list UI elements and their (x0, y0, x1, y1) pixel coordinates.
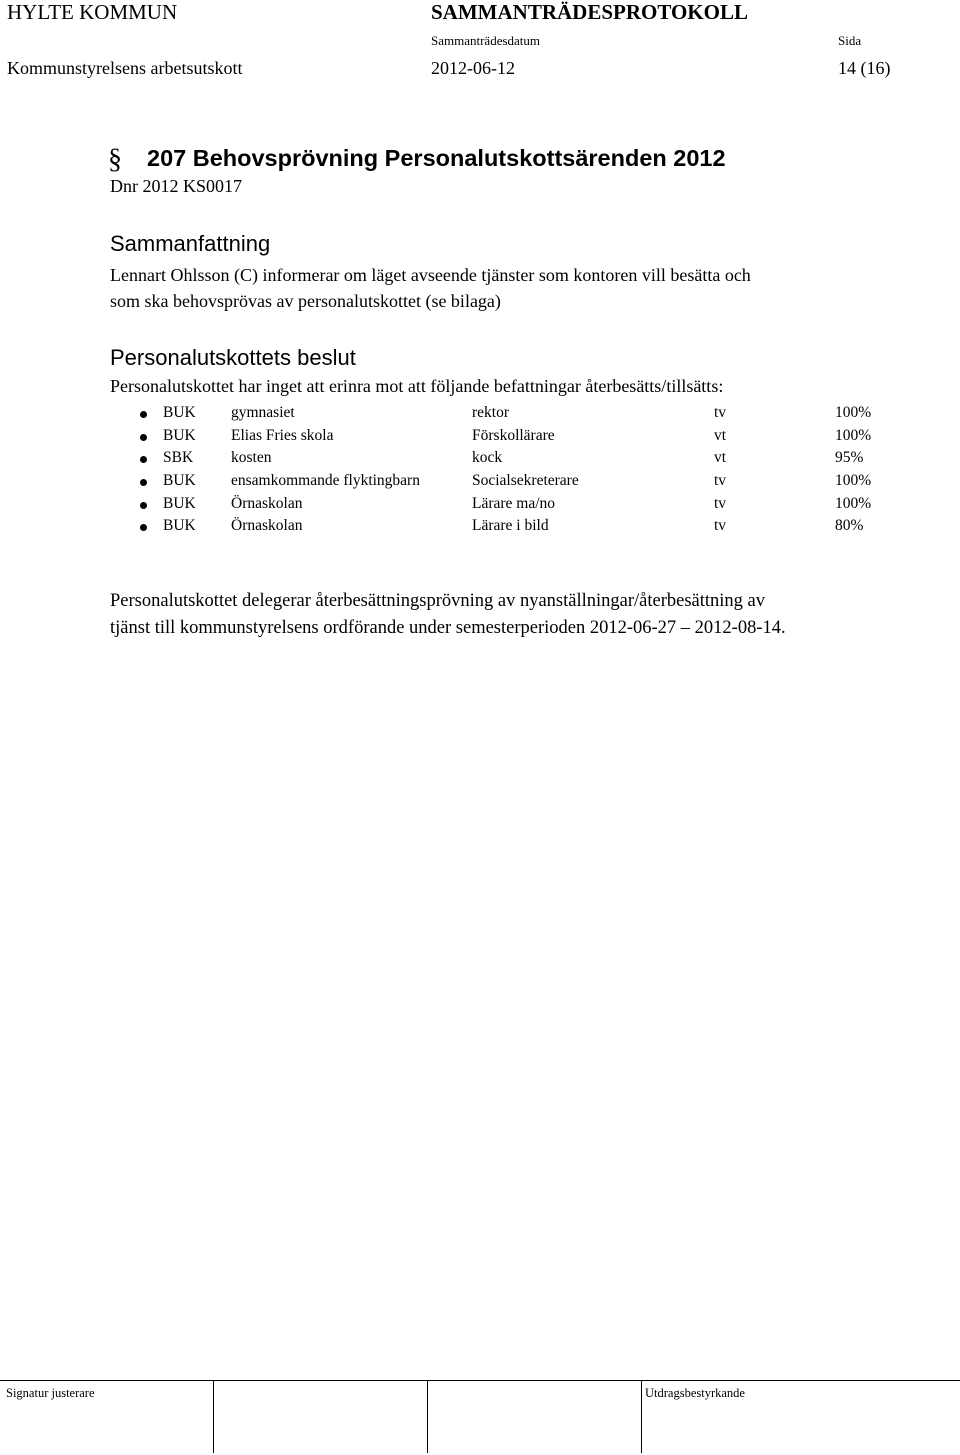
delegation-text-line: Personalutskottet delegerar återbesättningsprövning av nyanställningar/återbesättning av (110, 591, 766, 611)
position-percent: 100% (835, 494, 872, 512)
footer-divider (213, 1381, 214, 1453)
list-item (0, 495, 960, 518)
document-type: SAMMANTRÄDESPROTOKOLL (431, 0, 748, 24)
position-org: BUK (163, 494, 196, 512)
list-item (0, 404, 960, 427)
footer-divider (641, 1381, 642, 1453)
position-type: tv (714, 517, 727, 535)
committee-name: Kommunstyrelsens arbetsutskott (7, 58, 243, 78)
position-role: rektor (472, 404, 510, 421)
bullet-icon (140, 502, 147, 509)
date-label: Sammanträdesdatum (431, 33, 541, 48)
position-type: tv (714, 404, 727, 421)
positions-list (0, 404, 960, 540)
position-unit: ensamkommande flyktingbarn (231, 472, 420, 490)
position-role: Förskollärare (472, 426, 555, 444)
position-org: BUK (163, 426, 196, 444)
position-org: BUK (163, 517, 196, 535)
organization-name: HYLTE KOMMUN (7, 0, 178, 24)
meeting-date: 2012-06-12 (431, 58, 515, 78)
summary-text-line: Lennart Ohlsson (C) informerar om läget avseende tjänster som kontoren vill besätta och (110, 265, 751, 285)
list-item (0, 517, 960, 540)
position-org: BUK (163, 404, 196, 421)
position-unit: Örnaskolan (231, 517, 303, 535)
position-unit: gymnasiet (231, 404, 295, 421)
summary-heading: Sammanfattning (110, 231, 271, 256)
list-item (0, 472, 960, 495)
position-percent: 100% (835, 404, 872, 421)
decision-intro: Personalutskottet har inget att erinra mot att följande befattningar återbesätts/tillsätts: (110, 376, 724, 396)
signature-footer (0, 1380, 960, 1455)
position-type: vt (714, 426, 727, 444)
position-unit: Örnaskolan (231, 494, 303, 512)
bullet-icon (140, 434, 147, 441)
position-type: vt (714, 449, 727, 467)
bullet-icon (140, 524, 147, 531)
position-unit: Elias Fries skola (231, 426, 334, 444)
page-number: 14 (16) (838, 58, 891, 78)
section-title: 207 Behovsprövning Personalutskottsärenden 2012 (147, 145, 726, 171)
position-type: tv (714, 494, 727, 512)
bullet-icon (140, 456, 147, 463)
signature-label: Signatur justerare (6, 1386, 95, 1400)
position-percent: 80% (835, 517, 864, 535)
position-unit: kosten (231, 449, 272, 467)
position-role: Socialsekreterare (472, 472, 579, 490)
position-org: SBK (163, 449, 194, 467)
page-label: Sida (838, 33, 862, 48)
decision-heading: Personalutskottets beslut (110, 345, 356, 370)
extract-certification-label: Utdragsbestyrkande (645, 1386, 745, 1400)
position-role: kock (472, 449, 503, 467)
position-role: Lärare i bild (472, 517, 549, 535)
position-role: Lärare ma/no (472, 494, 556, 512)
bullet-icon (140, 411, 147, 418)
dnr-reference: Dnr 2012 KS0017 (110, 176, 243, 196)
bullet-icon (140, 479, 147, 486)
position-percent: 100% (835, 472, 872, 490)
list-item (0, 449, 960, 472)
position-org: BUK (163, 472, 196, 490)
paragraph-sign: § (108, 144, 122, 175)
footer-divider (427, 1381, 428, 1453)
list-item (0, 427, 960, 450)
delegation-text-line: tjänst till kommunstyrelsens ordförande under semesterperioden 2012-06-27 – 2012-08-14. (110, 618, 786, 638)
position-type: tv (714, 472, 727, 490)
position-percent: 95% (835, 449, 864, 467)
summary-text-line: som ska behovsprövas av personalutskottet (se bilaga) (110, 291, 501, 311)
position-percent: 100% (835, 426, 872, 444)
